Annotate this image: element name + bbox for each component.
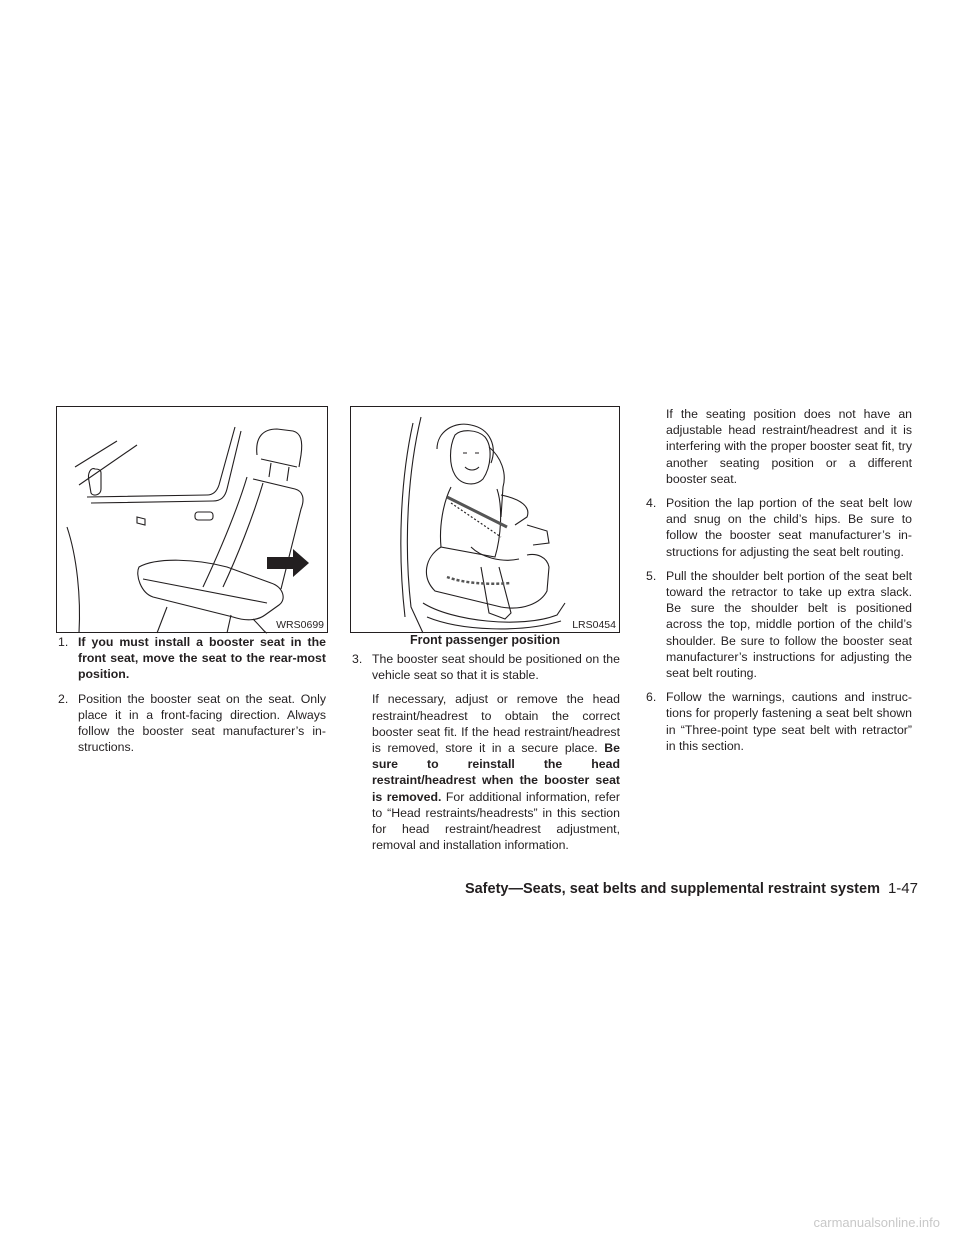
item-number: 3. [352, 652, 363, 666]
item-paragraph [372, 691, 620, 853]
figure-caption: Front passenger position [409, 633, 560, 647]
item-text: The booster seat should be positioned on the vehicle seat so that it is stable. [372, 652, 620, 683]
column-middle [352, 651, 620, 861]
list-item-5 [646, 568, 912, 681]
booster-seat-illustration [351, 407, 621, 634]
item-text: Pull the shoulder belt portion of the seat belt toward the retractor to take up extra slack. Be sure the shoulder belt is positioned across the top, middle portion of the child’s shoulder. Be sure to follow the booster seat manufacturer’s instructions for adjusting the seat belt routing. [666, 568, 912, 681]
item-number: 1. [58, 635, 69, 649]
item-text-bold: Be sure to reinstall the head restraint/headrest when the booster seat is removed. [372, 741, 620, 804]
item-text: For additional information, refer to “Head restraints/headrests” in this section for head restraint/headrest adjustment, removal and installation information. [372, 789, 620, 853]
item-number: 5. [646, 568, 657, 583]
list-item-2 [58, 691, 326, 756]
item-number: 6. [646, 690, 657, 705]
page-footer [465, 880, 918, 897]
figure-seat-rear-position [56, 406, 328, 633]
figure-code: WRS0699 [276, 619, 324, 631]
item-text: Position the lap portion of the seat belt low and snug on the child’s hips. Be sure to follow the booster seat manufacturer’s in-structions for adjusting the seat belt routing. [666, 496, 912, 559]
list-item-4 [646, 495, 912, 560]
section-title: Safety—Seats, seat belts and supplemental restraint system [464, 881, 880, 897]
figure-code: LRS0454 [572, 619, 616, 631]
item-number: 4. [646, 496, 657, 511]
column-right [646, 406, 912, 762]
item-text: Position the booster seat on the seat. Only place it in a front-facing direction. Always follow the booster seat manufacturer’s in-structions. [78, 691, 326, 755]
item-3-continuation: If the seating position does not have an adjustable head restraint/headrest and it is interfering with the proper booster seat fit, try another seating position or a different booster seat. [666, 407, 912, 486]
page-number: 1-47 [887, 880, 918, 897]
list-item-1 [58, 634, 326, 683]
item-text: Follow the warnings, cautions and instruc-tions for properly fastening a seat belt shown in “Three-point type seat belt with retractor” in this section. [666, 690, 912, 753]
watermark: carmanualsonline.info [813, 1215, 940, 1230]
list-item-6 [646, 689, 912, 754]
list-item-3 [352, 651, 620, 853]
item-text: If necessary, adjust or remove the head restraint/headrest to obtain the correct booster seat fit. If the head restraint/headrest is removed, store it in a secure place. [372, 692, 620, 756]
item-number: 2. [58, 691, 69, 706]
seat-illustration [57, 407, 329, 634]
column-left [58, 634, 326, 763]
figure-booster-seat [350, 406, 620, 633]
item-text-bold: If you must install a booster seat in the front seat, move the seat to the rear-most position. [78, 635, 326, 682]
